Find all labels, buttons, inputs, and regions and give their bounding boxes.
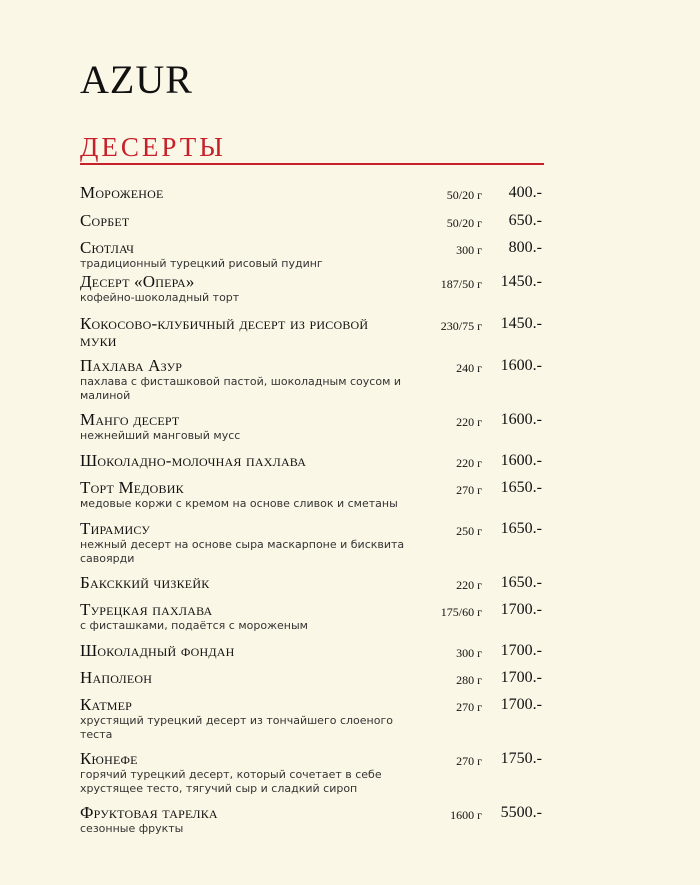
item-price: 1700.- — [500, 601, 542, 618]
item-name: Шоколадно-молочная пахлава — [80, 451, 307, 470]
item-name: Фруктовая тарелка — [80, 803, 218, 822]
item-name: Сютлач — [80, 238, 135, 257]
menu-item — [80, 411, 542, 452]
item-price: 1450.- — [500, 273, 542, 290]
menu-list — [80, 184, 542, 844]
menu-item — [80, 750, 542, 804]
menu-item — [80, 520, 542, 574]
item-weight: 250 г — [456, 524, 482, 538]
item-weight: 187/50 г — [440, 277, 482, 291]
item-price: 1700.- — [500, 642, 542, 659]
menu-item — [80, 315, 542, 357]
menu-item — [80, 273, 542, 315]
item-name: Кокосово-клубичный десерт из рисовой муки — [80, 314, 369, 350]
item-name: Турецкая пахлава — [80, 600, 213, 619]
item-price: 1650.- — [500, 520, 542, 537]
item-weight: 175/60 г — [440, 605, 482, 619]
menu-item — [80, 184, 542, 212]
item-name: Наполеон — [80, 668, 153, 687]
menu-item — [80, 357, 542, 411]
item-weight: 300 г — [456, 243, 482, 257]
item-description: нежный десерт на основе сыра маскарпоне и бисквита савоярди — [80, 538, 405, 565]
item-price: 1650.- — [500, 479, 542, 496]
menu-item — [80, 804, 542, 844]
item-name: Катмер — [80, 695, 132, 714]
item-name: Баксккий чизкейк — [80, 573, 210, 592]
item-price: 1650.- — [500, 574, 542, 591]
item-price: 800.- — [508, 239, 542, 256]
item-weight: 220 г — [456, 456, 482, 470]
item-weight: 50/20 г — [446, 216, 482, 230]
item-name: Кюнефе — [80, 749, 138, 768]
item-weight: 220 г — [456, 415, 482, 429]
item-weight: 270 г — [456, 483, 482, 497]
item-price: 1450.- — [500, 315, 542, 332]
item-description: кофейно-шоколадный торт — [80, 291, 240, 304]
section-title: ДЕСЕРТЫ — [80, 132, 226, 162]
item-name: Сорбет — [80, 211, 130, 230]
item-name: Тирамису — [80, 519, 151, 538]
item-weight: 230/75 г — [440, 319, 482, 333]
item-weight: 280 г — [456, 673, 482, 687]
item-price: 5500.- — [500, 804, 542, 821]
item-weight: 270 г — [456, 700, 482, 714]
item-description: пахлава с фисташковой пастой, шоколадным соусом и малиной — [80, 375, 402, 402]
item-description: традиционный турецкий рисовый пудинг — [80, 257, 323, 270]
section-divider — [80, 163, 544, 165]
item-name: Десерт «Опера» — [80, 272, 195, 291]
menu-item — [80, 601, 542, 642]
item-name: Манго десерт — [80, 410, 180, 429]
item-price: 650.- — [508, 212, 542, 229]
item-weight: 270 г — [456, 754, 482, 768]
menu-item — [80, 452, 542, 479]
item-price: 1600.- — [500, 411, 542, 428]
item-weight: 50/20 г — [446, 188, 482, 202]
menu-item — [80, 239, 542, 273]
item-name: Торт Медовик — [80, 478, 184, 497]
item-weight: 300 г — [456, 646, 482, 660]
menu-item — [80, 696, 542, 750]
item-description: хрустящий турецкий десерт из тончайшего слоеного теста — [80, 714, 393, 741]
item-name: Пахлава Азур — [80, 356, 183, 375]
item-weight: 240 г — [456, 361, 482, 375]
item-name: Мороженое — [80, 183, 164, 202]
item-price: 400.- — [508, 184, 542, 201]
menu-item — [80, 479, 542, 520]
item-price: 1750.- — [500, 750, 542, 767]
item-description: горячий турецкий десерт, который сочетает в себе хрустящее тесто, тягучий сыр и сладкий сироп — [80, 768, 382, 795]
item-price: 1700.- — [500, 696, 542, 713]
item-weight: 1600 г — [450, 808, 482, 822]
item-description: нежнейший манговый мусс — [80, 429, 241, 442]
brand-title: AZUR — [80, 57, 193, 102]
menu-item — [80, 574, 542, 601]
item-description: сезонные фрукты — [80, 822, 184, 835]
menu-item — [80, 212, 542, 239]
item-name: Шоколадный фондан — [80, 641, 235, 660]
item-price: 1600.- — [500, 357, 542, 374]
item-description: с фисташками, подаётся с мороженым — [80, 619, 308, 632]
item-price: 1600.- — [500, 452, 542, 469]
menu-item — [80, 669, 542, 696]
item-weight: 220 г — [456, 578, 482, 592]
item-price: 1700.- — [500, 669, 542, 686]
item-description: медовые коржи с кремом на основе сливок и сметаны — [80, 497, 398, 510]
menu-item — [80, 642, 542, 669]
